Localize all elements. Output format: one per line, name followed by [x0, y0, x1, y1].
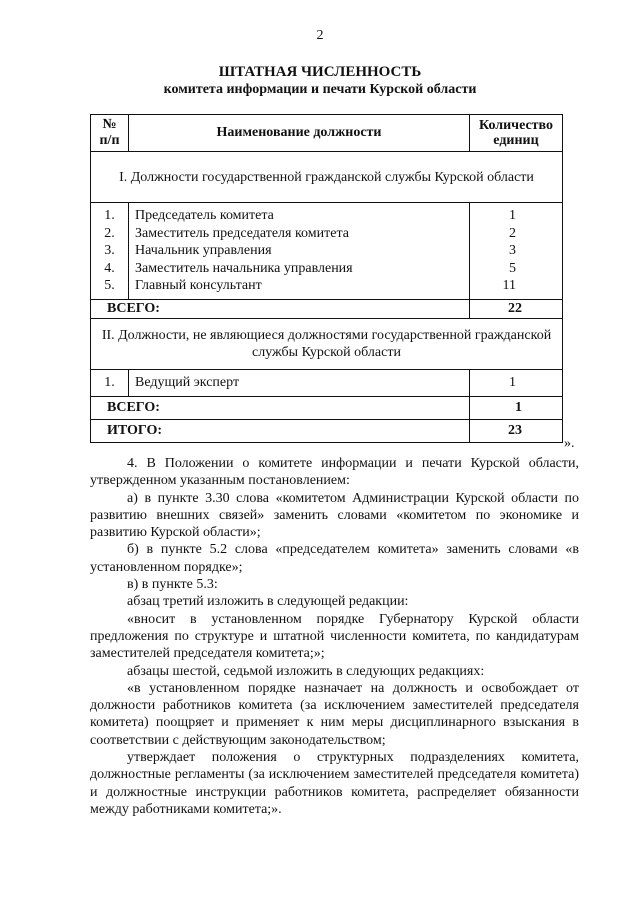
- section1-title: I. Должности государственной гражданской службы Курской области: [91, 152, 563, 203]
- row-qty: 1: [470, 369, 563, 396]
- header-name: Наименование должности: [129, 115, 470, 152]
- closing-quote: ».: [564, 436, 575, 451]
- row-qty: 5: [509, 260, 516, 276]
- paragraph: а) в пункте 3.30 слова «комитетом Администрации Курской области по развитию внешних связей» заменить словами «комитетом по экономике и развитию Курской области»;: [90, 490, 579, 541]
- staff-table: [90, 114, 563, 443]
- row-num: 5.: [104, 278, 115, 293]
- paragraph: б) в пункте 5.2 слова «председателем комитета» заменить словами «в установленном порядке»;: [90, 542, 579, 575]
- section1-total-value: 22: [470, 299, 563, 318]
- section2-total-value: 1: [470, 396, 563, 419]
- table-header-row: [91, 115, 563, 152]
- row-name: Заместитель начальника управления: [135, 260, 353, 276]
- row-num: 1.: [91, 369, 129, 396]
- row-qty: 2: [509, 225, 516, 241]
- paragraph: «вносит в установленном порядке Губернатору Курской области предложения по структуре и штатной численности комитета, по кандидатурам заместителей председателя комитета;»;: [90, 611, 579, 662]
- grand-total-value: 23: [470, 419, 563, 442]
- section-row: [91, 152, 563, 203]
- header-num: № п/п: [91, 115, 129, 152]
- row-name: Ведущий эксперт: [129, 369, 470, 396]
- section1-qtys: [470, 203, 563, 300]
- paragraph: «в установленном порядке назначает на должность и освобождает от должности работников комитета (за исключением заместителей председателя комитета) поощряет и применяет к ним меры дисциплинарного взыскания в соответствии с действующим законодательством;: [90, 680, 579, 748]
- row-qty: 3: [509, 243, 516, 258]
- row-qty: 1: [509, 208, 516, 223]
- paragraph: утверждает положения о структурных подразделениях комитета, должностные регламенты (за исключением заместителей председателя комитета) и должностные инструкции работников комитета, распределяет обязанности между работниками комитета;».: [90, 750, 579, 817]
- table-row: [91, 369, 563, 396]
- document-title: ШТАТНАЯ ЧИСЛЕННОСТЬ: [218, 64, 422, 80]
- paragraph: в) в пункте 5.3:: [127, 577, 218, 593]
- paragraph: абзацы шестой, седьмой изложить в следующих редакциях:: [127, 663, 485, 679]
- page-number: 2: [316, 28, 324, 43]
- row-num: 3.: [104, 243, 115, 258]
- section1-names: [129, 203, 470, 300]
- grand-total-row: [91, 419, 563, 442]
- section2-total-label: ВСЕГО:: [91, 396, 470, 419]
- row-name: Главный консультант: [135, 278, 262, 293]
- section2-title: II. Должности, не являющиеся должностями государственной гражданской службы Курской области: [91, 318, 563, 369]
- row-qty: 11: [502, 278, 516, 293]
- paragraph: 4. В Положении о комитете информации и печати Курской области, утвержденном указанным постановлением:: [90, 456, 579, 489]
- row-name: Председатель комитета: [135, 208, 274, 223]
- section1-total-label: ВСЕГО:: [91, 299, 470, 318]
- row-num: 4.: [104, 260, 115, 276]
- header-qty: Количество единиц: [470, 115, 563, 152]
- table-row: [91, 203, 563, 300]
- document-subtitle: комитета информации и печати Курской области: [163, 82, 477, 97]
- row-num: 2.: [104, 225, 115, 241]
- total-row: [91, 396, 563, 419]
- row-num: 1.: [104, 208, 115, 223]
- row-name: Заместитель председателя комитета: [135, 225, 349, 241]
- body-text: [90, 455, 579, 818]
- row-name: Начальник управления: [135, 243, 272, 258]
- grand-total-label: ИТОГО:: [91, 419, 470, 442]
- section1-nums: [91, 203, 129, 300]
- total-row: [91, 299, 563, 318]
- paragraph: абзац третий изложить в следующей редакции:: [127, 594, 409, 610]
- section-row: [91, 318, 563, 369]
